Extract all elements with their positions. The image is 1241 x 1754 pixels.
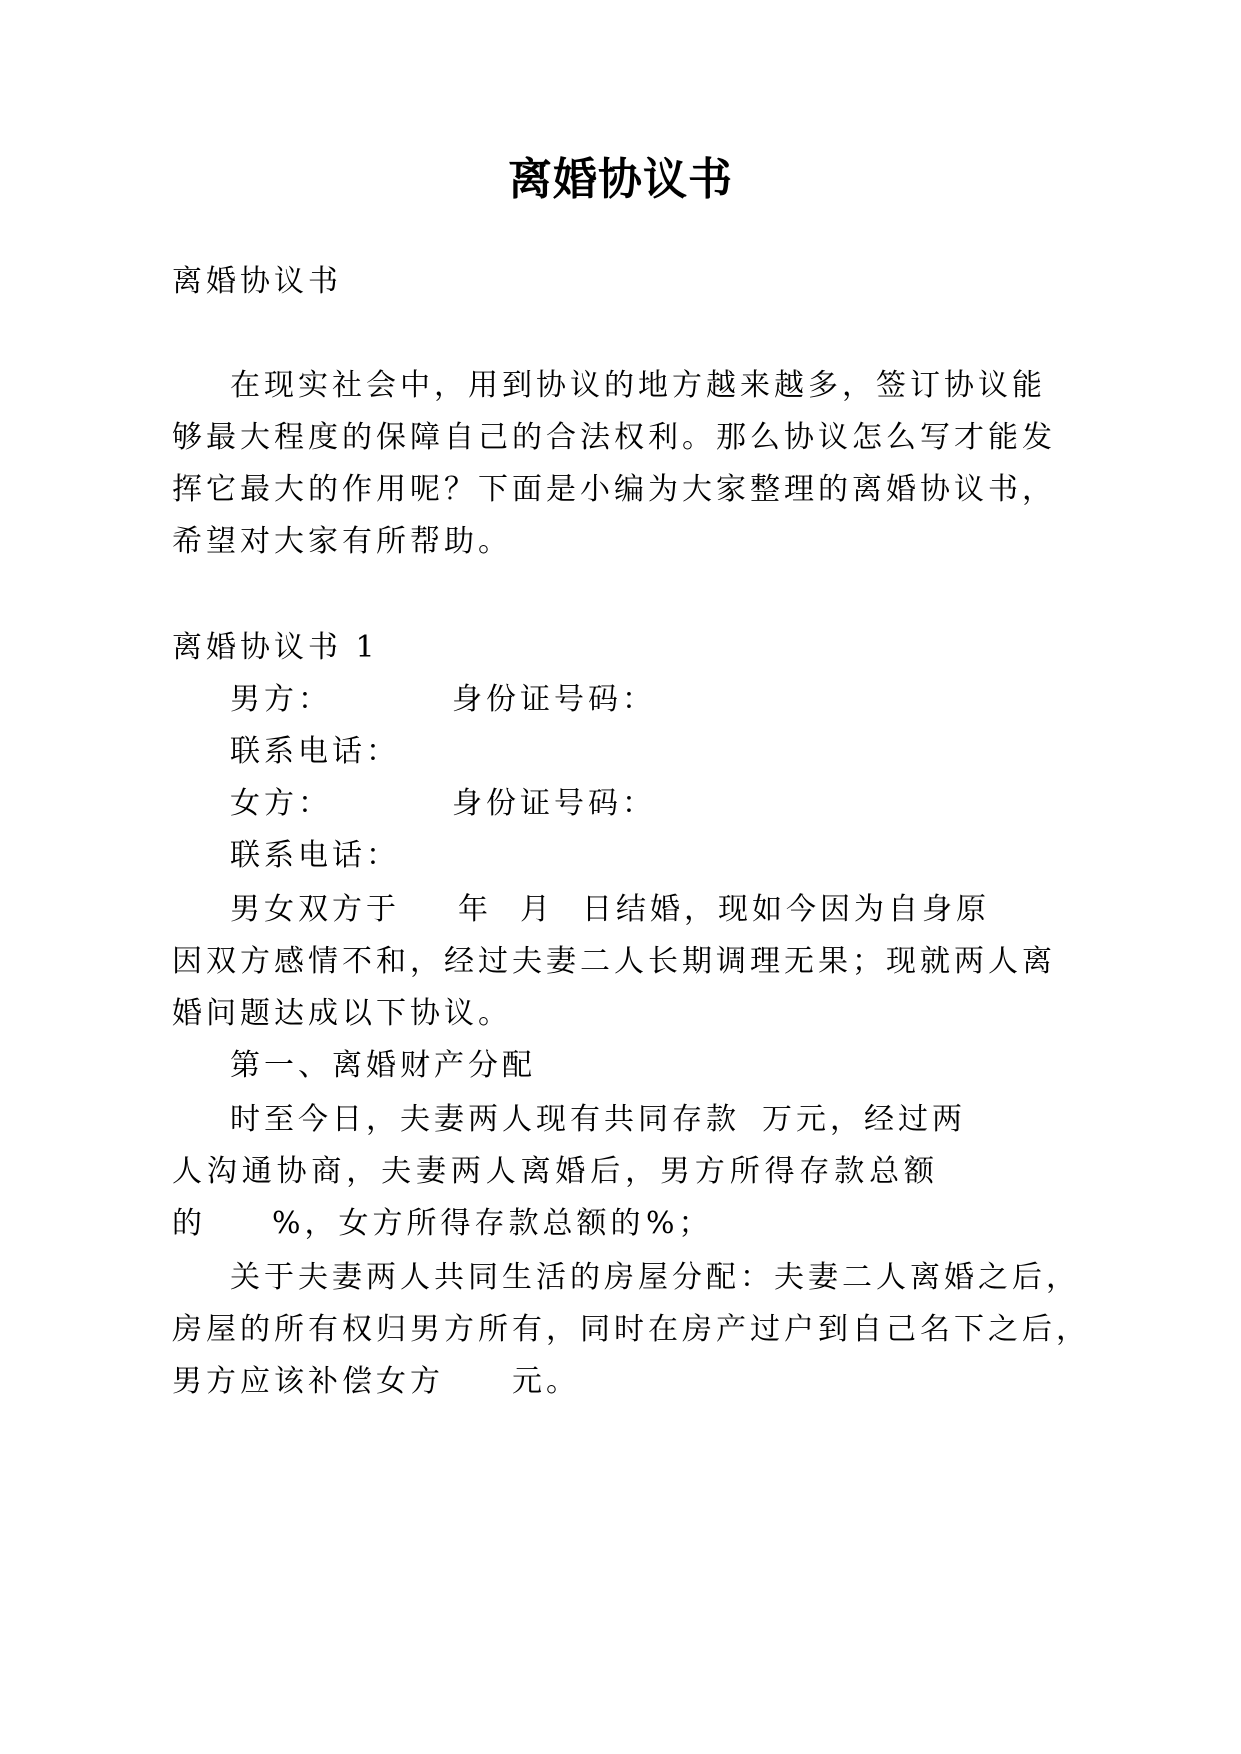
female-phone-label: 联系电话： bbox=[230, 838, 400, 873]
intro-line-1: 在现实社会中，用到协议的地方越来越多，签订协议能 bbox=[230, 368, 1046, 403]
male-phone-label: 联系电话： bbox=[230, 734, 400, 769]
savings-line-3b: %，女方所得存款总额的 bbox=[272, 1206, 645, 1241]
article-1-heading: 第一、离婚财产分配 bbox=[230, 1048, 536, 1083]
marriage-year: 年 bbox=[458, 892, 492, 927]
document-subtitle: 离婚协议书 bbox=[172, 264, 342, 299]
male-id-label: 身份证号码： bbox=[452, 682, 656, 717]
marriage-day-rest: 日结婚，现如今因为自身原 bbox=[582, 892, 990, 927]
savings-line-3a: 的 bbox=[172, 1206, 206, 1241]
marriage-line-3: 婚问题达成以下协议。 bbox=[172, 996, 512, 1031]
intro-line-3: 挥它最大的作用呢？下面是小编为大家整理的离婚协议书， bbox=[172, 472, 1056, 507]
marriage-line-1a: 男女双方于 bbox=[230, 892, 400, 927]
document-title: 离婚协议书 bbox=[508, 154, 733, 205]
savings-line-2: 人沟通协商，夫妻两人离婚后，男方所得存款总额 bbox=[172, 1154, 938, 1189]
female-id-label: 身份证号码： bbox=[452, 786, 656, 821]
marriage-line-2: 因双方感情不和，经过夫妻二人长期调理无果；现就两人离 bbox=[172, 944, 1056, 979]
house-line-3a: 男方应该补偿女方 bbox=[172, 1364, 444, 1399]
savings-line-1a: 时至今日，夫妻两人现有共同存款 bbox=[230, 1102, 740, 1137]
savings-line-1b: 万元，经过两 bbox=[762, 1102, 966, 1137]
male-label: 男方： bbox=[230, 682, 332, 717]
savings-line-3c: %； bbox=[646, 1206, 713, 1241]
house-line-3b: 元。 bbox=[512, 1364, 580, 1399]
house-line-2: 房屋的所有权归男方所有，同时在房产过户到自己名下之后， bbox=[172, 1312, 1090, 1347]
house-line-1: 关于夫妻两人共同生活的房屋分配：夫妻二人离婚之后， bbox=[230, 1260, 1080, 1295]
section-heading: 离婚协议书 1 bbox=[172, 630, 379, 665]
intro-line-4: 希望对大家有所帮助。 bbox=[172, 524, 512, 559]
female-label: 女方： bbox=[230, 786, 332, 821]
intro-line-2: 够最大程度的保障自己的合法权利。那么协议怎么写才能发 bbox=[172, 420, 1056, 455]
marriage-month: 月 bbox=[520, 892, 554, 927]
